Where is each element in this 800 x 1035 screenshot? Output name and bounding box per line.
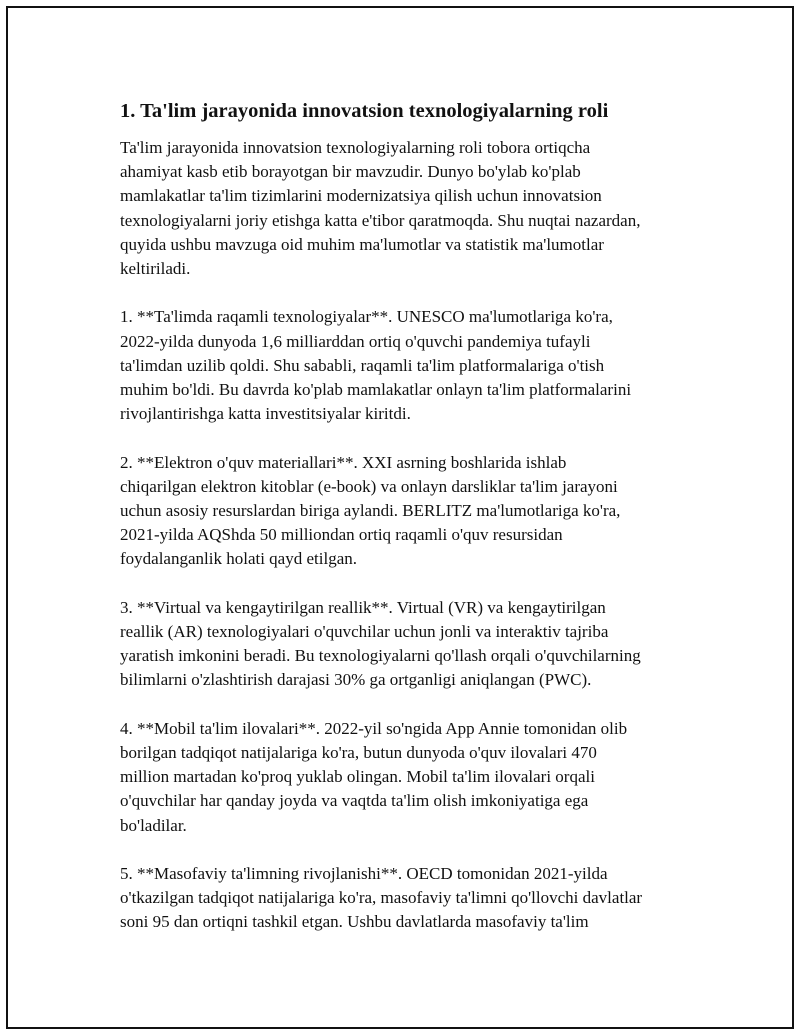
point-2-paragraph: 2. **Elektron o'quv materiallari**. XXI asrning boshlarida ishlab chiqarilgan elektron kitoblar (e-book) va onlayn darsliklar ta'lim jarayoni uchun asosiy resurslardan biriga aylandi. BERLITZ ma'lumotlariga ko'ra, 2021-yilda AQShda 50 milliondan ortiq raqamli o'quv resursidan foydalanganlik holati qayd etilgan. [120,452,621,569]
intro-paragraph: Ta'lim jarayonida innovatsion texnologiyalarning roli tobora ortiqcha ahamiyat kasb etib borayotgan bir mavzudir. Dunyo bo'ylab ko'plab mamlakatlar ta'lim tizimlarini modernizatsiya qilish uchun innovatsion texnologiyalarni joriy etishga katta e'tibor qaratmoqda. Shu nuqtai nazardan, quyida ushbu mavzuga oid muhim ma'lumotlar va statistik ma'lumotlar keltiriladi. [120,138,641,279]
section-heading: 1. Ta'lim jarayonida innovatsion texnologiyalarning roli [120,100,609,122]
document-page [6,6,794,1029]
point-4-paragraph: 4. **Mobil ta'lim ilovalari**. 2022-yil so'ngida App Annie tomonidan olib borilgan tadqiqot natijalariga ko'ra, butun dunyoda o'quv ilovalari 470 million martadan ko'proq yuklab olingan. Mobil ta'lim ilovalari orqali o'quvchilar har qanday joyda va vaqtda ta'lim olish imkoniyatiga ega bo'ladilar. [120,718,628,835]
document-body [120,98,702,959]
point-1-paragraph: 1. **Ta'limda raqamli texnologiyalar**. UNESCO ma'lumotlariga ko'ra, 2022-yilda dunyoda 1,6 milliarddan ortiq o'quvchi pandemiya tufayli ta'limdan uzilib qoldi. Shu sababli, raqamli ta'lim platformalariga o'tish muhim bo'ldi. Bu davrda ko'plab mamlakatlar onlayn ta'lim platformalarini rivojlantirishga katta investitsiyalar kiritdi. [120,307,632,424]
point-5-paragraph: 5. **Masofaviy ta'limning rivojlanishi**. OECD tomonidan 2021-yilda o'tkazilgan tadqiqot natijalariga ko'ra, masofaviy ta'limni qo'llovchi davlatlar soni 95 dan ortiqni tashkil etgan. Ushbu davlatlarda masofaviy ta'lim [120,864,643,932]
point-3-paragraph: 3. **Virtual va kengaytirilgan reallik**. Virtual (VR) va kengaytirilgan reallik (AR) texnologiyalari o'quvchilar uchun jonli va interaktiv tajriba yaratish imkonini beradi. Bu texnologiyalarni qo'llash orqali o'quvchilarning bilimlarni o'zlashtirish darajasi 30% ga ortganligi aniqlangan (PWC). [120,597,641,690]
